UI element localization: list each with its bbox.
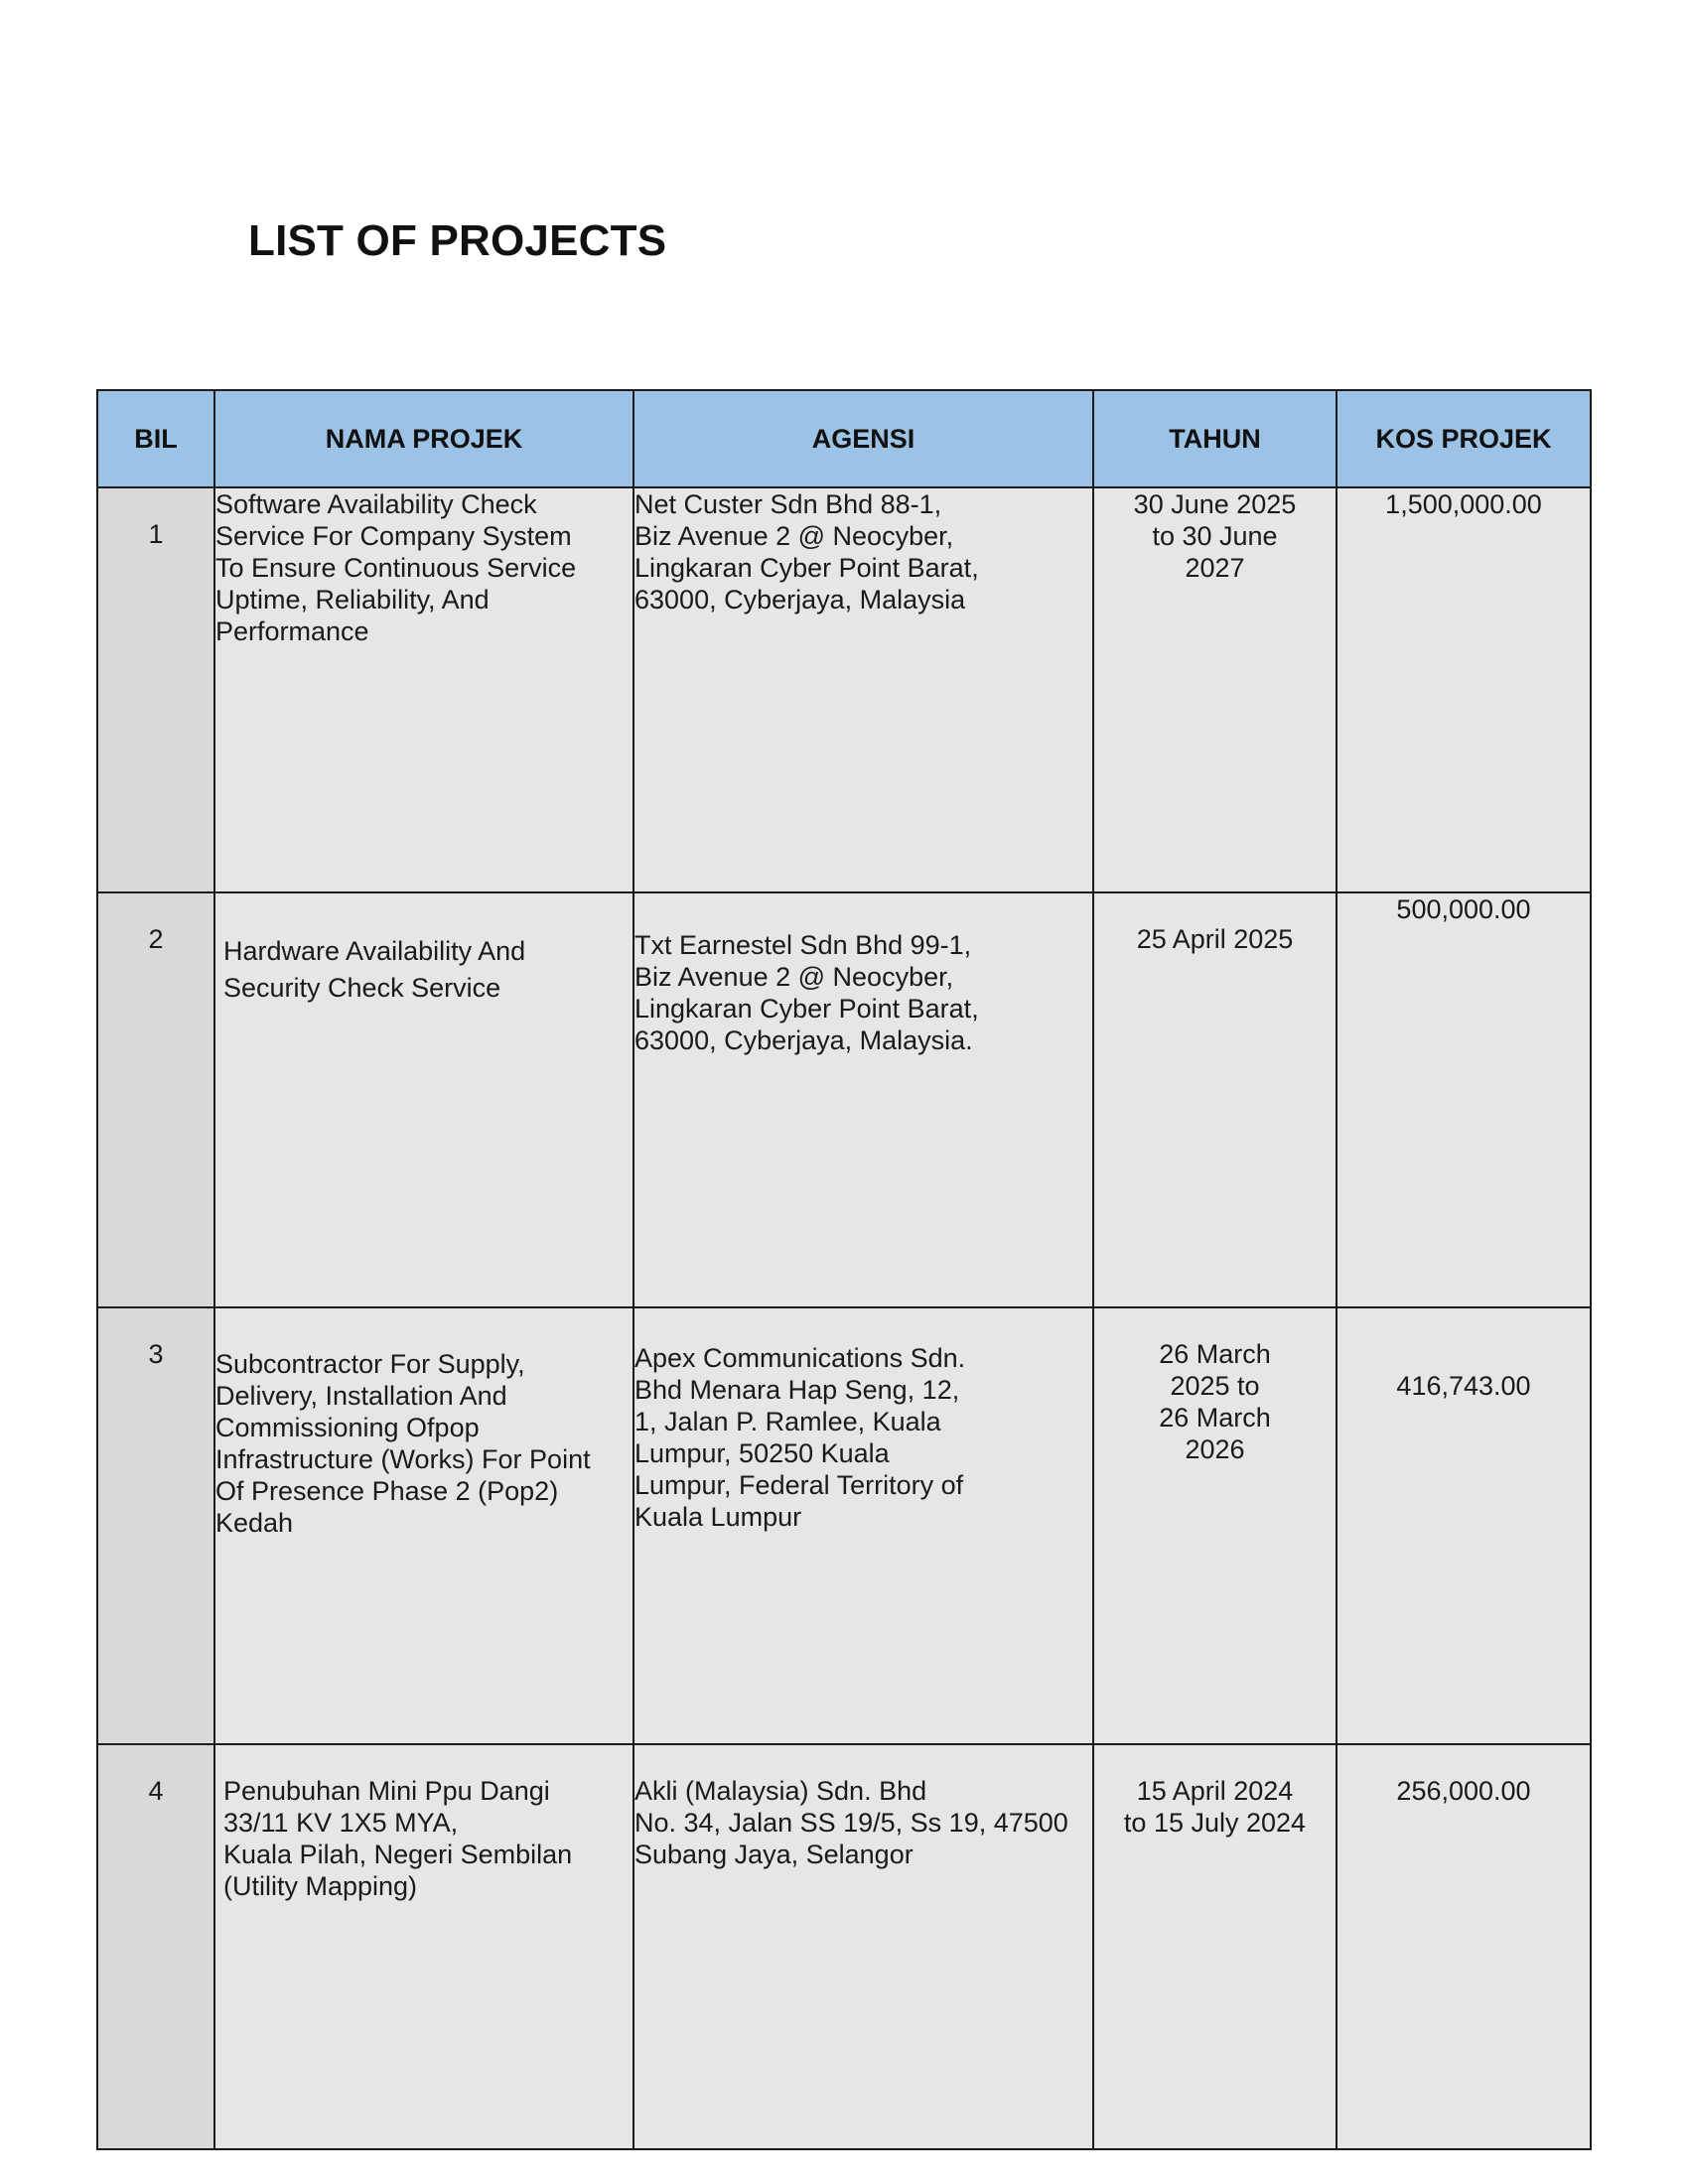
cell-kos-projek: 500,000.00 — [1336, 892, 1591, 1307]
cell-kos-projek: 256,000.00 — [1336, 1744, 1591, 2149]
page-title: LIST OF PROJECTS — [248, 216, 667, 265]
header-bil: BIL — [97, 390, 214, 487]
cell-kos-projek: 1,500,000.00 — [1336, 487, 1591, 892]
cell-agensi: Txt Earnestel Sdn Bhd 99-1, Biz Avenue 2 @ Neocyber, Lingkaran Cyber Point Barat, 63000, Cyberjaya, Malaysia. — [633, 892, 1093, 1307]
table-row — [97, 1744, 1591, 2149]
cell-tahun: 25 April 2025 — [1093, 892, 1336, 1307]
header-tahun: TAHUN — [1093, 390, 1336, 487]
header-kos-projek: KOS PROJEK — [1336, 390, 1591, 487]
cell-nama-projek: Subcontractor For Supply, Delivery, Installation And Commissioning Ofpop Infrastructure (Works) For Point Of Presence Phase 2 (Pop2) Kedah — [214, 1307, 633, 1744]
table-row — [97, 487, 1591, 892]
header-agensi: AGENSI — [633, 390, 1093, 487]
cell-tahun: 26 March 2025 to 26 March 2026 — [1093, 1307, 1336, 1744]
table-header-row — [97, 390, 1591, 487]
cell-nama-projek: Penubuhan Mini Ppu Dangi 33/11 KV 1X5 MYA, Kuala Pilah, Negeri Sembilan (Utility Mapping) — [214, 1744, 633, 2149]
cell-agensi: Akli (Malaysia) Sdn. Bhd No. 34, Jalan SS 19/5, Ss 19, 47500 Subang Jaya, Selangor — [633, 1744, 1093, 2149]
cell-tahun: 30 June 2025 to 30 June 2027 — [1093, 487, 1336, 892]
cell-tahun: 15 April 2024 to 15 July 2024 — [1093, 1744, 1336, 2149]
cell-agensi: Apex Communications Sdn. Bhd Menara Hap Seng, 12, 1, Jalan P. Ramlee, Kuala Lumpur, 50250 Kuala Lumpur, Federal Territory of Kuala Lumpur — [633, 1307, 1093, 1744]
cell-agensi: Net Custer Sdn Bhd 88-1, Biz Avenue 2 @ Neocyber, Lingkaran Cyber Point Barat, 63000, Cyberjaya, Malaysia — [633, 487, 1093, 892]
cell-nama-projek: Hardware Availability And Security Check Service — [214, 892, 633, 1307]
cell-nama-projek: Software Availability Check Service For Company System To Ensure Continuous Service Uptime, Reliability, And Performance — [214, 487, 633, 892]
table-row — [97, 1307, 1591, 1744]
cell-bil: 3 — [97, 1307, 214, 1744]
cell-bil: 4 — [97, 1744, 214, 2149]
cell-bil: 1 — [97, 487, 214, 892]
header-nama-projek: NAMA PROJEK — [214, 390, 633, 487]
cell-kos-projek: 416,743.00 — [1336, 1307, 1591, 1744]
cell-bil: 2 — [97, 892, 214, 1307]
projects-table — [96, 389, 1592, 2150]
table-row — [97, 892, 1591, 1307]
